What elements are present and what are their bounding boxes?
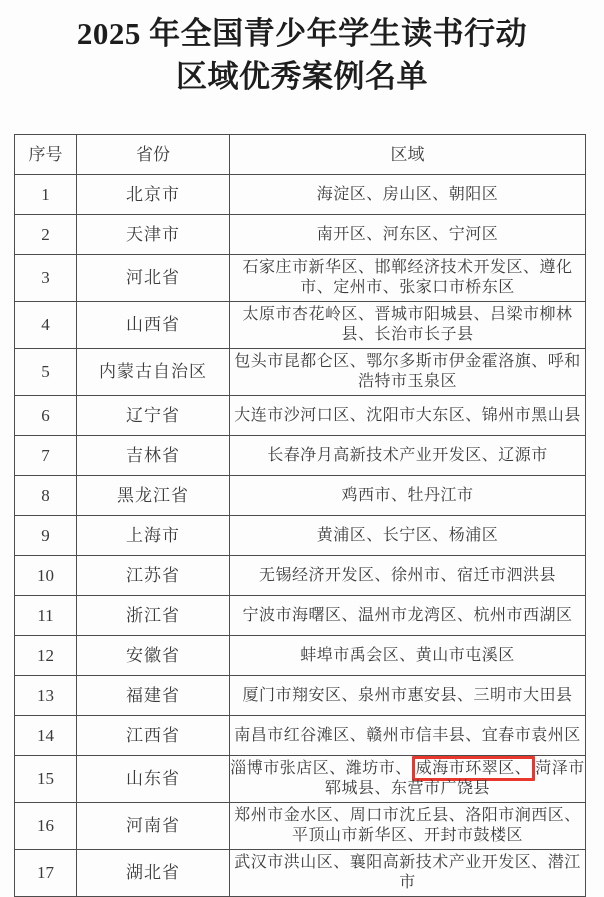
region-cell (230, 476, 586, 516)
province-cell: 辽宁省 (77, 396, 230, 436)
case-list-table (14, 134, 586, 897)
row-number-cell: 11 (15, 596, 77, 636)
region-text: 黄浦区、长宁区、杨浦区 (316, 526, 499, 544)
table-row (15, 436, 586, 476)
region-text: 鸡西市、牡丹江市 (341, 486, 474, 504)
province-cell: 河北省 (77, 255, 230, 302)
region-cell (230, 516, 586, 556)
region-cell (230, 803, 586, 850)
page-title-line2: 区域优秀案例名单 (176, 59, 428, 94)
table-row (15, 476, 586, 516)
row-number-cell: 16 (15, 803, 77, 850)
row-number-cell: 8 (15, 476, 77, 516)
region-cell (230, 175, 586, 215)
region-text: 宁波市海曙区、温州市龙湾区、杭州市西湖区 (242, 606, 573, 624)
province-cell: 浙江省 (77, 596, 230, 636)
table-row (15, 302, 586, 349)
province-cell: 北京市 (77, 175, 230, 215)
region-text: 大连市沙河口区、沈阳市大东区、锦州市黑山县 (234, 406, 581, 424)
region-text: 郑州市金水区、周口市沈丘县、洛阳市涧西区、平顶山市新华区、开封市鼓楼区 (234, 807, 581, 844)
row-number-cell: 14 (15, 716, 77, 756)
region-cell (230, 436, 586, 476)
region-text: 海淀区、房山区、朝阳区 (316, 185, 499, 203)
region-text: 蚌埠市禹会区、黄山市屯溪区 (300, 646, 515, 664)
province-cell: 福建省 (77, 676, 230, 716)
region-text: 南开区、河东区、宁河区 (316, 225, 499, 243)
page-title-line1: 2025 年全国青少年学生读书行动 (76, 16, 528, 51)
region-cell (230, 716, 586, 756)
region-cell (230, 556, 586, 596)
province-cell: 湖北省 (77, 850, 230, 897)
region-text: 淄博市张店区、潍坊市、 (230, 760, 412, 777)
document-page (0, 12, 604, 894)
table-row (15, 516, 586, 556)
table-row (15, 556, 586, 596)
column-header-number: 序号 (15, 135, 77, 175)
table-body (15, 175, 586, 897)
row-number-cell: 1 (15, 175, 77, 215)
row-number-cell: 9 (15, 516, 77, 556)
row-number-cell: 17 (15, 850, 77, 897)
region-cell (230, 596, 586, 636)
region-text: 无锡经济开发区、徐州市、宿迁市泗洪县 (258, 566, 556, 584)
province-cell: 河南省 (77, 803, 230, 850)
region-cell (230, 850, 586, 897)
column-header-region: 区域 (230, 135, 586, 175)
table-row (15, 756, 586, 803)
region-cell (230, 676, 586, 716)
table-row (15, 636, 586, 676)
region-text: 石家庄市新华区、邯郸经济技术开发区、遵化市、定州市、张家口市桥东区 (242, 259, 573, 296)
province-cell: 山东省 (77, 756, 230, 803)
region-cell (230, 636, 586, 676)
region-cell (230, 255, 586, 302)
region-cell (230, 302, 586, 349)
table-header (15, 135, 586, 175)
province-cell: 天津市 (77, 215, 230, 255)
table-row (15, 215, 586, 255)
region-text: 长春净月高新技术产业开发区、辽源市 (267, 446, 548, 464)
row-number-cell: 5 (15, 349, 77, 396)
row-number-cell: 15 (15, 756, 77, 803)
table-row (15, 850, 586, 897)
region-cell (230, 349, 586, 396)
region-cell (230, 396, 586, 436)
table-row (15, 349, 586, 396)
region-cell (230, 756, 586, 803)
row-number-cell: 12 (15, 636, 77, 676)
province-cell: 黑龙江省 (77, 476, 230, 516)
province-cell: 江苏省 (77, 556, 230, 596)
column-header-province: 省份 (77, 135, 230, 175)
row-number-cell: 13 (15, 676, 77, 716)
table-row (15, 596, 586, 636)
province-cell: 内蒙古自治区 (77, 349, 230, 396)
row-number-cell: 10 (15, 556, 77, 596)
region-text: 南昌市红谷滩区、赣州市信丰县、宜春市袁州区 (234, 726, 581, 744)
region-text: 包头市昆都仑区、鄂尔多斯市伊金霍洛旗、呼和浩特市玉泉区 (234, 353, 581, 390)
province-cell: 山西省 (77, 302, 230, 349)
row-number-cell: 6 (15, 396, 77, 436)
province-cell: 江西省 (77, 716, 230, 756)
highlight-box: 威海市环翠区、 (412, 756, 536, 781)
region-text: 菏泽市郓城县、东营市广饶县 (324, 760, 585, 797)
row-number-cell: 7 (15, 436, 77, 476)
region-text: 太原市杏花岭区、晋城市阳城县、吕梁市柳林县、长治市长子县 (242, 306, 573, 343)
region-text: 厦门市翔安区、泉州市惠安县、三明市大田县 (242, 686, 573, 704)
page-title (0, 12, 604, 98)
region-text: 武汉市洪山区、襄阳高新技术产业开发区、潜江市 (234, 854, 581, 891)
table-row (15, 803, 586, 850)
table-row (15, 676, 586, 716)
table-row (15, 716, 586, 756)
table-header-row (15, 135, 586, 175)
province-cell: 安徽省 (77, 636, 230, 676)
row-number-cell: 4 (15, 302, 77, 349)
table-row (15, 255, 586, 302)
table-row (15, 396, 586, 436)
row-number-cell: 3 (15, 255, 77, 302)
province-cell: 上海市 (77, 516, 230, 556)
row-number-cell: 2 (15, 215, 77, 255)
table-row (15, 175, 586, 215)
province-cell: 吉林省 (77, 436, 230, 476)
region-cell (230, 215, 586, 255)
